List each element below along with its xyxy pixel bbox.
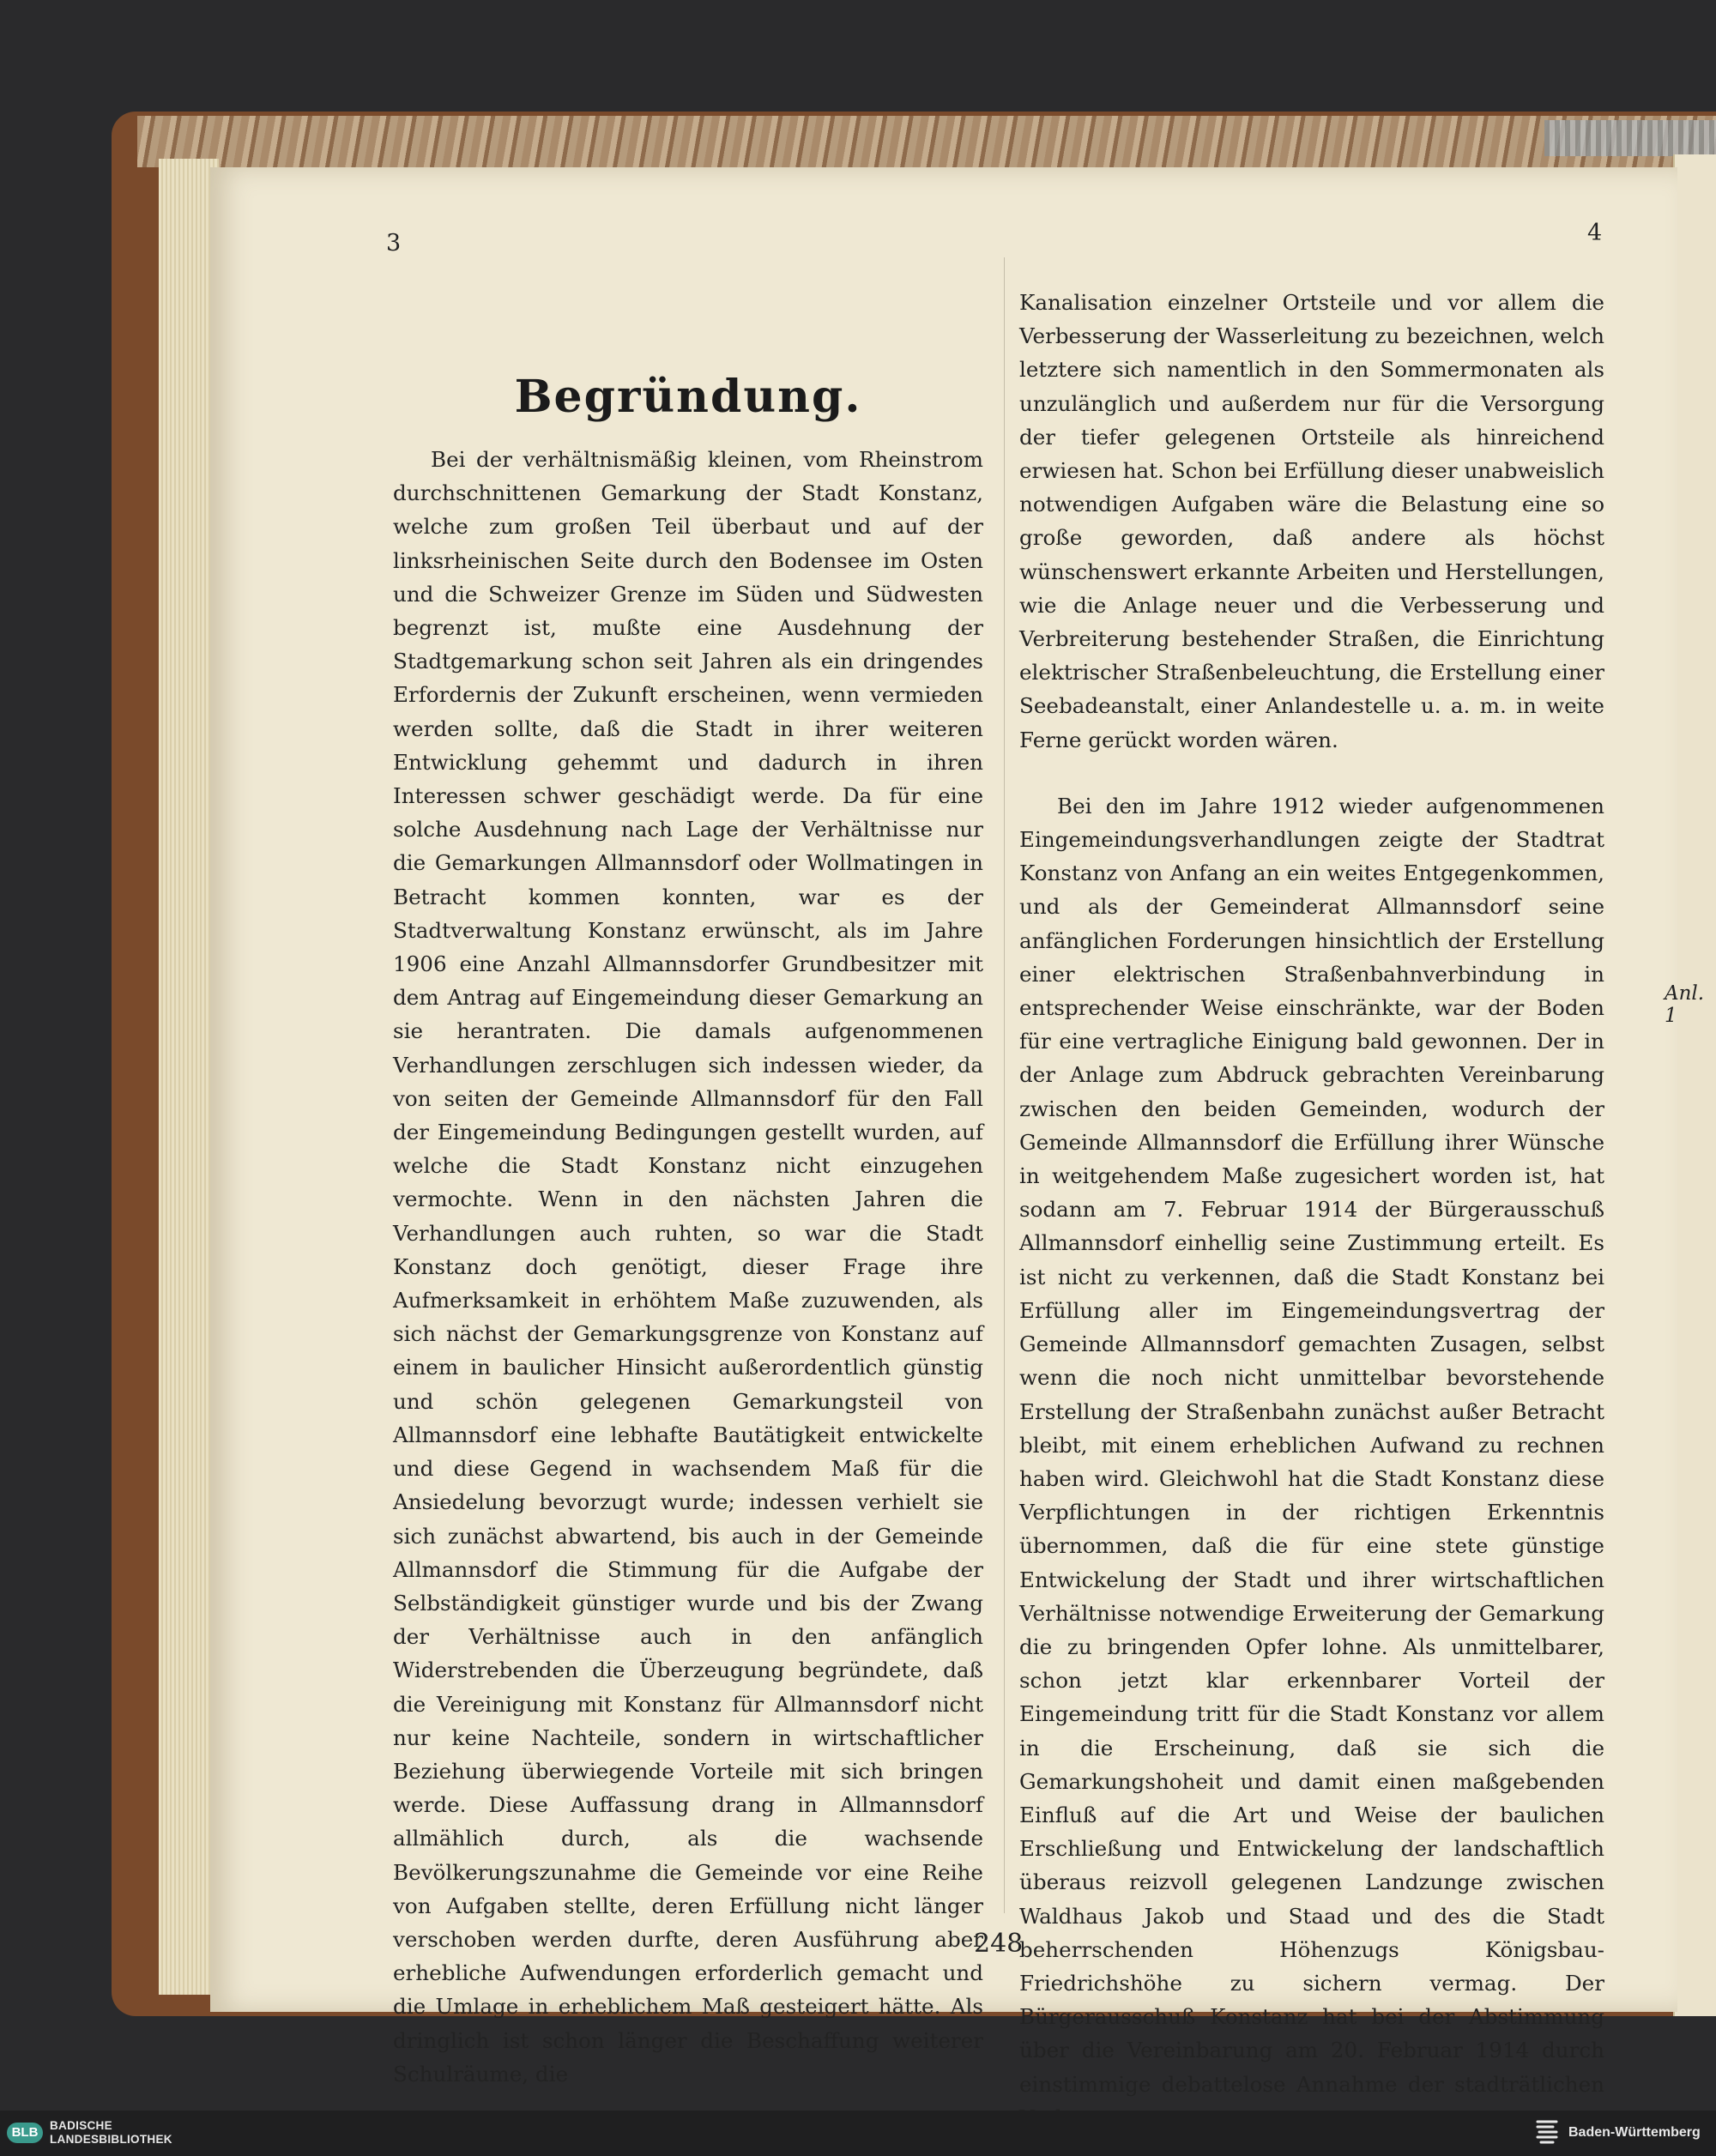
right-column bbox=[1019, 286, 1604, 2135]
marbled-edge bbox=[137, 116, 1716, 167]
column-divider bbox=[1004, 257, 1005, 1913]
metal-clip bbox=[1544, 120, 1716, 156]
blb-logo[interactable]: BLB bbox=[7, 2123, 43, 2143]
right-paragraph-1: Kanalisation einzelner Ortsteile und vor allem die Verbesserung der Wasserleitung zu bezeichnen, welch letztere sich namentlich in den Sommermonaten als unzulänglich und außerdem nur für die Versorgung der tiefer gelegenen Ortsteile als hinreichend erwiesen hat. Schon bei Erfüllung dieser unabweislich notwendigen Aufgaben wäre die Belastung eine so große geworden, daß andere als höchst wünschenswert erkannte Arbeiten und Herstellungen, wie die Anlage neuer und die Verbesserung und Verbreiterung bestehender Straßen, die Einrichtung elektrischer Straßenbeleuchtung, die Erstellung einer Seebadeanstalt, einer Anlandestelle u. a. m. in weite Ferne gerückt worden wären. bbox=[1019, 290, 1604, 752]
page-heading: Begründung. bbox=[514, 371, 862, 423]
column-number-right: 4 bbox=[1587, 220, 1603, 246]
next-page-edge bbox=[1673, 154, 1716, 2016]
baden-wuerttemberg-lions-icon bbox=[1534, 2118, 1560, 2146]
footer-bar bbox=[0, 2111, 1716, 2156]
left-paragraph-1: Bei der verhältnismäßig kleinen, vom Rheinstrom durchschnittenen Gemarkung der Stadt Konstanz, welche zum großen Teil überbaut und auf der linksrheinischen Seite durch den Bodensee im Osten und die Schweizer Grenze im Süden und Südwesten begrenzt ist, mußte eine Ausdehnung der Stadtgemarkung schon seit Jahren als ein dringendes Erfordernis der Zukunft erscheinen, wenn vermieden werden sollte, daß die Stadt in ihrer weiteren Entwicklung gehemmt und dadurch in ihren Interessen schwer geschädigt werde. Da für eine solche Ausdehnung nach Lage der Verhältnisse nur die Gemarkungen Allmannsdorf oder Wollmatingen in Betracht kommen konnten, war es der Stadtverwaltung Konstanz erwünscht, als im Jahre 1906 eine Anzahl Allmannsdorfer Grundbesitzer mit dem Antrag auf Eingemeindung dieser Gemarkung an sie herantraten. Die damals aufgenommenen Verhandlungen zerschlugen sich indessen wieder, da von seiten der Gemeinde Allmannsdorf für den Fall der Eingemeindung Bedingungen gestellt wurden, auf welche die Stadt Konstanz nicht einzugehen vermochte. Wenn in den nächsten Jahren die Verhandlungen auch ruhten, so war die Stadt Konstanz doch genötigt, dieser Frage ihre Aufmerksamkeit in erhöhtem Maße zuzuwenden, als sich nächst der Gemarkungsgrenze von Konstanz auf einem in baulicher Hinsicht außerordentlich günstig und schön gelegenen Gemarkungsteil von Allmannsdorf eine lebhafte Bautätigkeit entwickelte und diese Gegend in wachsendem Maß für die Ansiedelung bevorzugt wurde; indessen verhielt sie sich zunächst abwartend, bis auch in der Gemeinde Allmannsdorf die Stimmung für die Aufgabe der Selbständigkeit günstiger wurde und bis der Zwang der Verhältnisse auch in den anfänglich Widerstrebenden die Überzeugung begründete, daß die Vereinigung mit Konstanz für Allmannsdorf nicht nur keine Nachteile, sondern in wirtschaftlicher Beziehung überwiegende Vorteile mit sich bringen werde. Diese Auffassung drang in Allmannsdorf allmählich durch, als die wachsende Bevölkerungszunahme die Gemeinde vor eine Reihe von Aufgaben stellte, deren Erfüllung nicht länger verschoben werden durfte, deren Ausführung aber erhebliche Aufwendungen erforderlich gemacht und die Umlage in erheblichem Maß gesteigert hätte. Als dringlich ist schon länger die Beschaffung weiterer Schulräume, die bbox=[393, 447, 983, 2087]
column-number-left: 3 bbox=[386, 230, 402, 257]
right-paragraph-2: Bei den im Jahre 1912 wieder aufgenommenen Eingemeindungsverhandlungen zeigte der Stadtrat Konstanz von Anfang an ein weites Entgegenkommen, und als der Gemeinderat Allmannsdorf seine anfänglichen Forderungen hinsichtlich der Erstellung einer elektrischen Straßenbahnverbindung in entsprechender Weise einschränkte, war der Boden für eine vertragliche Einigung bald gewonnen. Der in der Anlage zum Abdruck gebrachten Vereinbarung zwischen den beiden Gemeinden, wodurch der Gemeinde Allmannsdorf die Erfüllung ihrer Wünsche in weitgehendem Maße zugesichert worden ist, hat sodann am 7. Februar 1914 der Bürgerausschuß Allmannsdorf einhellig seine Zustimmung erteilt. Es ist nicht zu verkennen, daß die Stadt Konstanz bei Erfüllung aller im Eingemeindungsvertrag der Gemeinde Allmannsdorf gemachten Zusagen, selbst wenn die noch nicht unmittelbar bevorstehende Erstellung der Straßenbahn zunächst außer Betracht bleibt, mit einem erheblichen Aufwand zu rechnen haben wird. Gleichwohl hat die Stadt Konstanz diese Verpflichtungen in der richtigen Erkenntnis übernommen, daß die für eine stete günstige Entwickelung der Stadt und ihrer wirtschaftlichen Verhältnisse notwendige Erweiterung der Gemarkung die zu bringenden Opfer lohne. Als unmittelbarer, schon jetzt klar erkennbarer Vorteil der Eingemeindung tritt für die Stadt Konstanz vor allem in die Erscheinung, daß sie sich die Gemarkungshoheit und damit einen maßgebenden Einfluß auf die Art und Weise der baulichen Erschließung und Entwickelung der landschaftlich überaus reizvoll gelegenen Landzunge zwischen Waldhaus Jakob und Staad und des die Stadt beherrschenden Höhenzugs Königsbau-Friedrichshöhe zu sichern vermag. Der Bürgerausschuß Konstanz hat bei der Abstimmung über die Vereinbarung am 20. Februar 1914 durch einstimmige debattelose Annahme der stadträtlichen bbox=[1019, 793, 1604, 2097]
page-number: 248 bbox=[974, 1929, 1024, 1959]
library-name-line-1: BADISCHE bbox=[50, 2119, 112, 2132]
left-column bbox=[393, 443, 983, 2091]
library-name[interactable] bbox=[50, 2119, 172, 2147]
margin-note: Anl. 1 bbox=[1665, 982, 1705, 1027]
state-label[interactable]: Baden-Württemberg bbox=[1568, 2125, 1701, 2140]
library-name-line-2: LANDESBIBLIOTHEK bbox=[50, 2133, 172, 2146]
